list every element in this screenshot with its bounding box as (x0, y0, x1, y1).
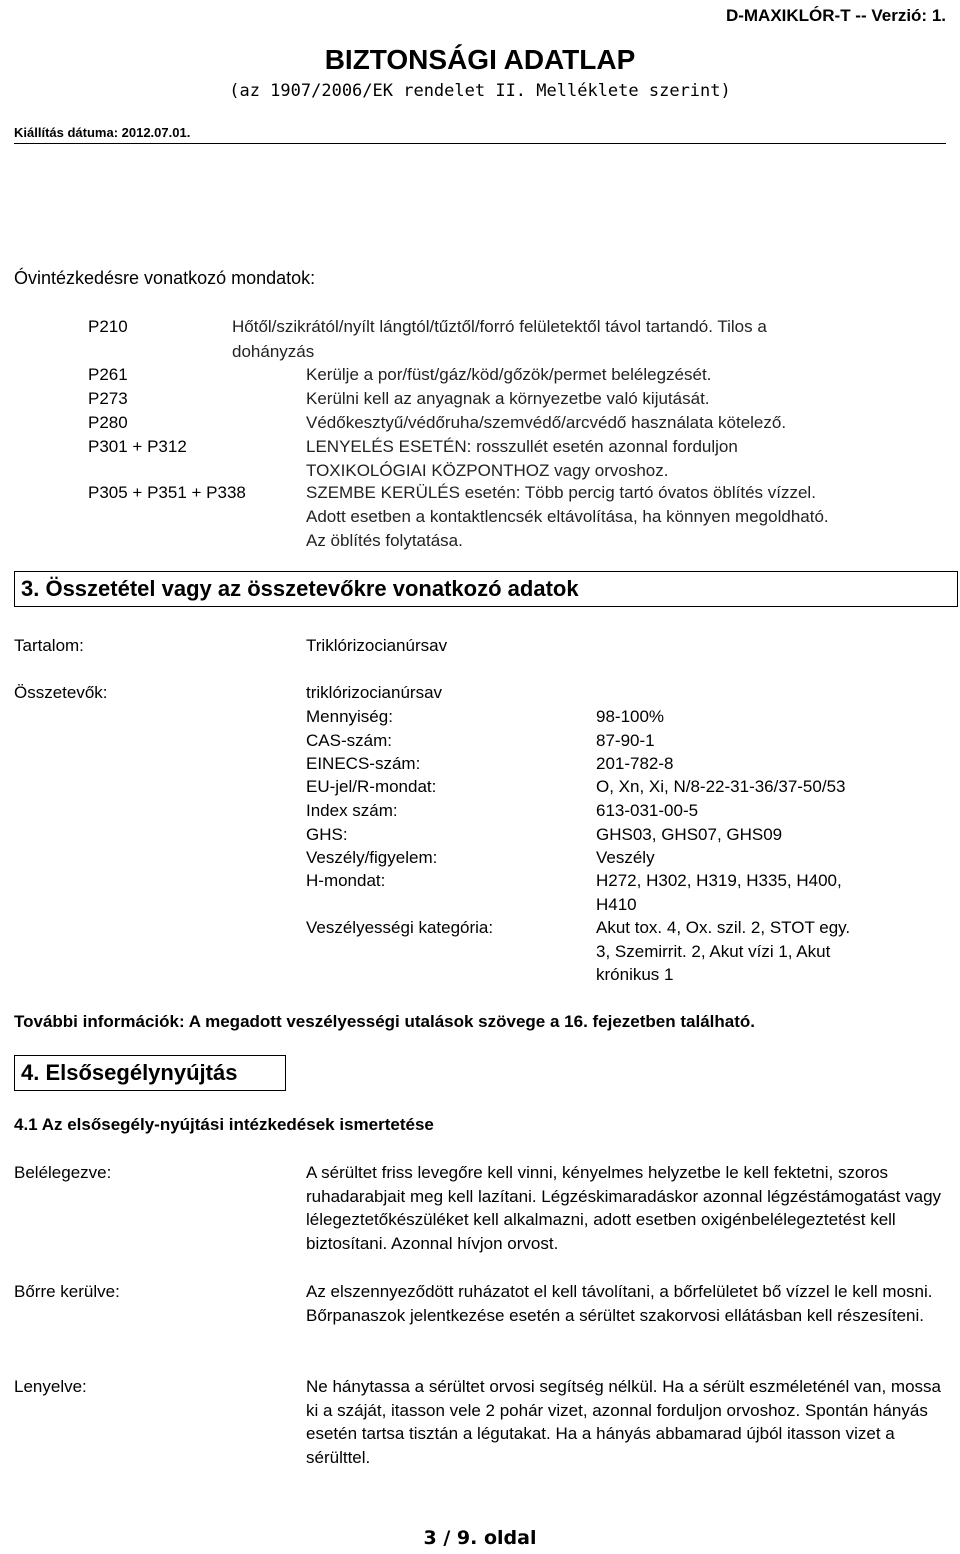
first-aid-text-inhalation: A sérültet friss levegőre kell vinni, kényelmes helyzetbe le kell fektetni, szoros ruhadarabjait meg kell lazítani. Légzéskimaradáskor azonnal légzéstámogatást vagy lélegeztetőkészüléket kell alkalmazni, adott esetben oxigénbelélegeztetést kell biztosítani. Azonnal hívjon orvost. (306, 1163, 942, 1253)
section-3-header (14, 571, 958, 607)
precaution-text: Az öblítés folytatása. (306, 531, 463, 550)
property-value: 201-782-8 (596, 754, 674, 773)
property-value: 87-90-1 (596, 731, 655, 750)
first-aid-label-inhalation: Belélegezve: (14, 1163, 112, 1182)
section-3-title: 3. Összetétel vagy az összetevőkre vonatkozó adatok (21, 576, 579, 601)
precaution-code: P273 (88, 389, 128, 408)
section-4-title: 4. Elsősegélynyújtás (21, 1060, 238, 1085)
precaution-text: Hőtől/szikrától/nyílt lángtól/tűztől/forró felületektől távol tartandó. Tilos a (232, 317, 767, 336)
content-label: Tartalom: (14, 636, 84, 655)
precaution-text: dohányzás (232, 342, 315, 361)
first-aid-label-skin: Bőrre kerülve: (14, 1282, 120, 1301)
further-info: További információk: A megadott veszélyességi utalások szövege a 16. fejezetben található. (14, 1012, 755, 1031)
property-value: Veszély (596, 848, 655, 867)
precaution-text: Védőkesztyű/védőruha/szemvédő/arcvédő használata kötelező. (306, 413, 787, 432)
components-label: Összetevők: (14, 683, 108, 702)
property-key: EINECS-szám: (306, 754, 421, 773)
precautionary-heading: Óvintézkedésre vonatkozó mondatok: (14, 268, 316, 288)
property-key: Veszély/figyelem: (306, 848, 438, 867)
precaution-code: P210 (88, 317, 128, 336)
precaution-code: P261 (88, 365, 128, 384)
precaution-text: LENYELÉS ESETÉN: rosszullét esetén azonnal forduljon (306, 437, 738, 456)
property-key: CAS-szám: (306, 731, 392, 750)
precaution-text: TOXIKOLÓGIAI KÖZPONTHOZ vagy orvoshoz. (306, 461, 669, 480)
property-value: H272, H302, H319, H335, H400, (596, 871, 842, 890)
property-value: GHS03, GHS07, GHS09 (596, 825, 783, 844)
property-value: Akut tox. 4, Ox. szil. 2, STOT egy. (596, 918, 851, 937)
precaution-code: P305 + P351 + P338 (88, 483, 246, 502)
issue-date: Kiállítás dátuma: 2012.07.01. (14, 125, 191, 140)
precaution-text: Adott esetben a kontaktlencsék eltávolítása, ha könnyen megoldható. (306, 507, 829, 526)
document-subtitle: (az 1907/2006/EK rendelet II. Melléklete szerint) (229, 81, 731, 101)
first-aid-label-ingestion: Lenyelve: (14, 1377, 87, 1396)
header-divider (14, 143, 946, 144)
product-version: D-MAXIKLÓR-T -- Verzió: 1. (725, 6, 946, 25)
property-value: O, Xn, Xi, N/8-22-31-36/37-50/53 (596, 777, 846, 796)
first-aid-text-skin: Az elszennyeződött ruházatot el kell távolítani, a bőrfelületet bő vízzel le kell mosni. Bőrpanaszok jelentkezése esetén a sérültet szakorvosi ellátásban kell részesíteni. (306, 1282, 933, 1325)
section-4-header (14, 1055, 286, 1091)
precaution-code: P280 (88, 413, 128, 432)
property-value: 613-031-00-5 (596, 801, 699, 820)
page-number: 3 / 9. oldal (423, 1527, 537, 1549)
precaution-code: P301 + P312 (88, 437, 187, 456)
property-value: 3, Szemirrit. 2, Akut vízi 1, Akut (596, 942, 831, 961)
property-value: 98-100% (596, 707, 665, 726)
component-name: triklórizocianúrsav (306, 683, 443, 702)
property-key: GHS: (306, 825, 348, 844)
content-value: Triklórizocianúrsav (306, 636, 448, 655)
property-value: H410 (596, 895, 637, 914)
property-key: H-mondat: (306, 871, 386, 890)
property-key: EU-jel/R-mondat: (306, 777, 437, 796)
precaution-text: Kerülni kell az anyagnak a környezetbe való kijutását. (306, 389, 710, 408)
first-aid-text-ingestion: Ne hánytassa a sérültet orvosi segítség nélkül. Ha a sérült eszméleténél van, mossa ki a száját, itasson vele 2 pohár vizet, azonnal forduljon orvoshoz. Spontán hányás esetén tartsa tisztán a légutakat. Ha a hányás abbamarad újból itasson vizet a sérülttel. (306, 1377, 941, 1467)
precaution-text: SZEMBE KERÜLÉS esetén: Több percig tartó óvatos öblítés vízzel. (306, 483, 816, 502)
property-value: krónikus 1 (596, 965, 674, 984)
precaution-text: Kerülje a por/füst/gáz/köd/gőzök/permet belélegzését. (306, 365, 712, 384)
section-4-1-subtitle: 4.1 Az elsősegély-nyújtási intézkedések ismertetése (14, 1115, 434, 1134)
property-key: Mennyiség: (306, 707, 393, 726)
document-title: BIZTONSÁGI ADATLAP (324, 44, 636, 75)
property-key: Veszélyességi kategória: (306, 918, 494, 937)
property-key: Index szám: (306, 801, 398, 820)
